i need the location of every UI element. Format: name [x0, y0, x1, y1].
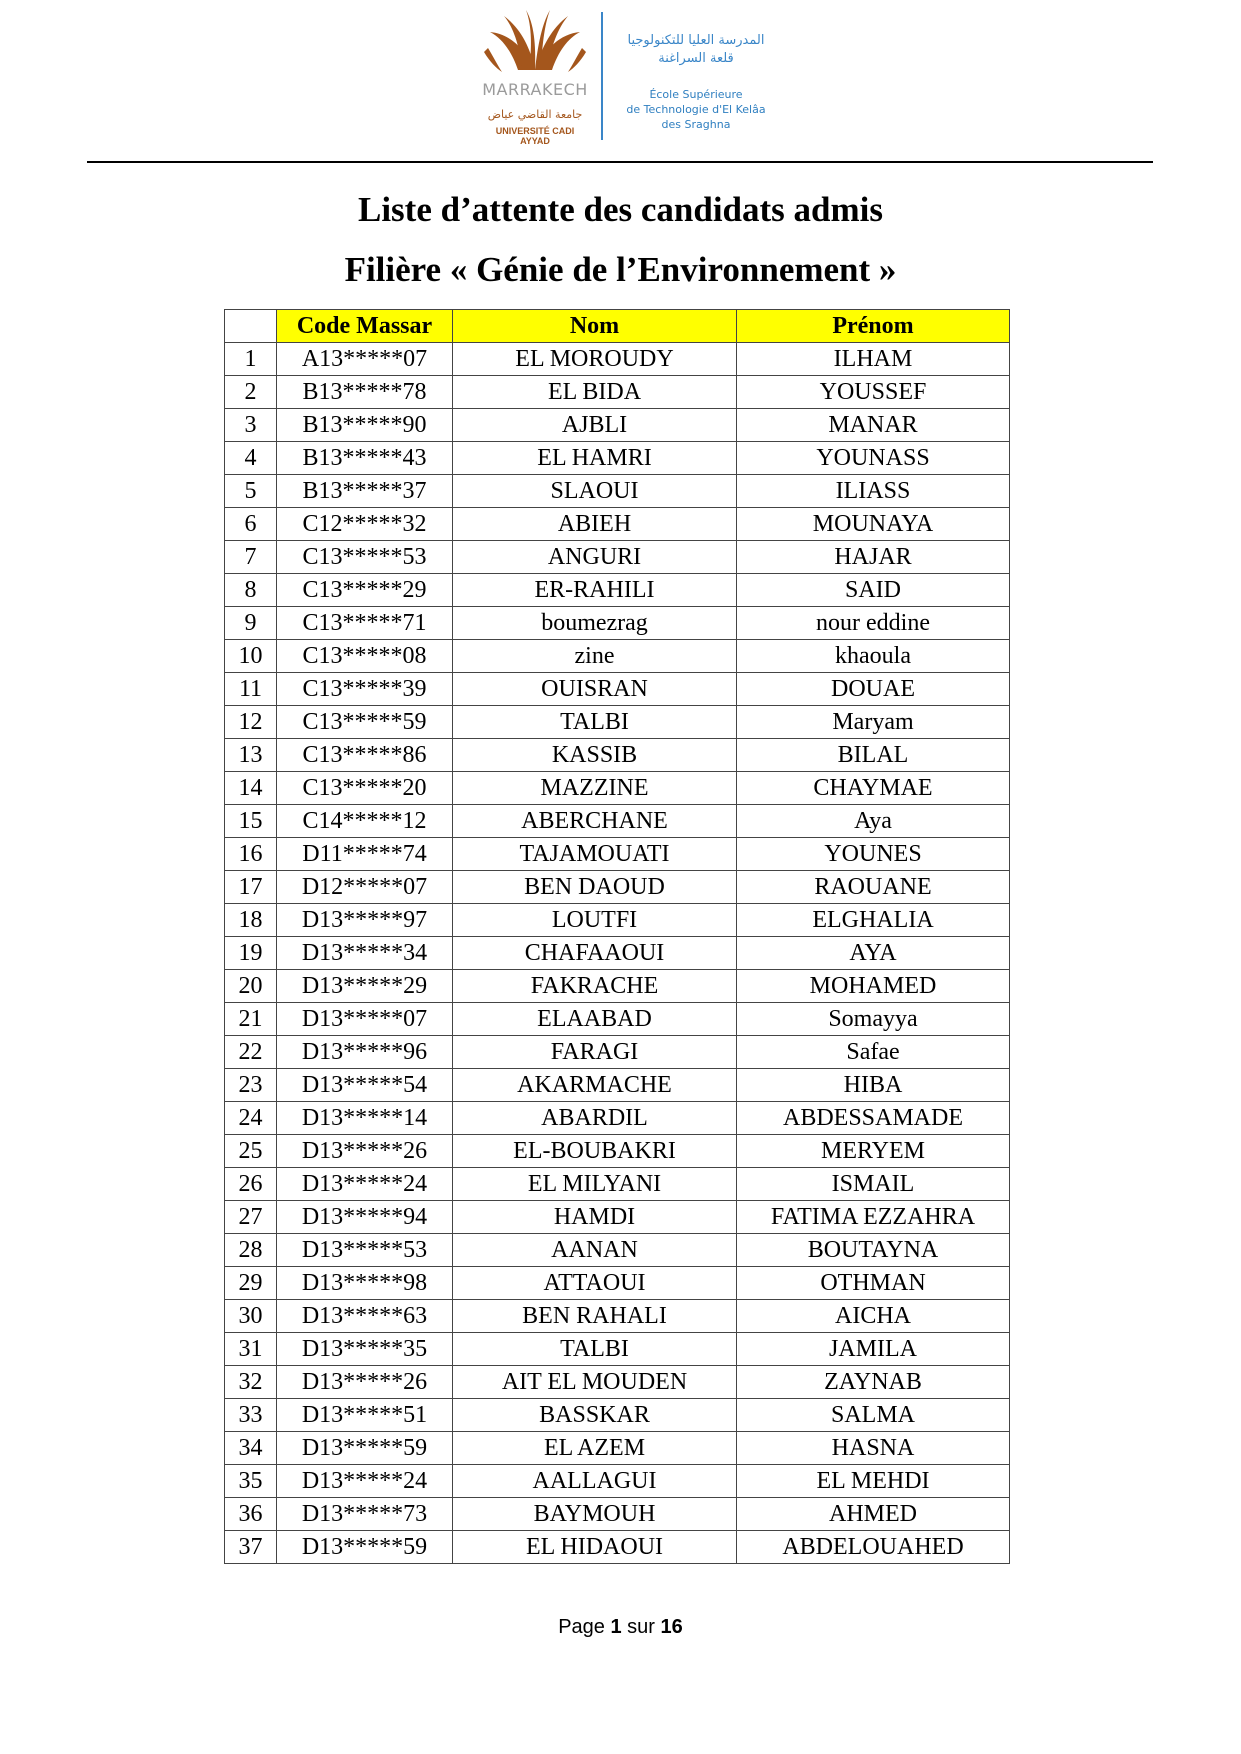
school-name-fr-line1: École Supérieure — [649, 88, 743, 101]
table-row — [225, 541, 1010, 574]
table-row — [225, 1366, 1010, 1399]
cell-index: 3 — [225, 409, 277, 442]
cell-prenom: ZAYNAB — [737, 1366, 1010, 1399]
cell-index: 14 — [225, 772, 277, 805]
cell-index: 22 — [225, 1036, 277, 1069]
cell-code-massar: D13*****73 — [277, 1498, 453, 1531]
cell-nom: EL HIDAOUI — [453, 1531, 737, 1564]
cell-prenom: DOUAE — [737, 673, 1010, 706]
cell-index: 6 — [225, 508, 277, 541]
table-row — [225, 772, 1010, 805]
cell-code-massar: D13*****29 — [277, 970, 453, 1003]
cell-nom: EL MILYANI — [453, 1168, 737, 1201]
school-name-ar-line1: المدرسة العليا للتكنولوجيا — [627, 33, 765, 48]
cell-nom: EL-BOUBAKRI — [453, 1135, 737, 1168]
cell-prenom: Aya — [737, 805, 1010, 838]
document-title: Liste d’attente des candidats admis — [357, 190, 884, 229]
table-row — [225, 508, 1010, 541]
cell-prenom: HAJAR — [737, 541, 1010, 574]
cell-index: 15 — [225, 805, 277, 838]
table-row — [225, 1432, 1010, 1465]
cell-index: 13 — [225, 739, 277, 772]
cell-index: 23 — [225, 1069, 277, 1102]
table-row — [225, 475, 1010, 508]
cell-prenom: HASNA — [737, 1432, 1010, 1465]
cell-prenom: MANAR — [737, 409, 1010, 442]
cell-index: 10 — [225, 640, 277, 673]
table-row — [225, 1234, 1010, 1267]
cell-code-massar: D13*****24 — [277, 1465, 453, 1498]
cell-index: 29 — [225, 1267, 277, 1300]
table-row — [225, 1069, 1010, 1102]
cell-code-massar: D13*****54 — [277, 1069, 453, 1102]
cell-prenom: EL MEHDI — [737, 1465, 1010, 1498]
table-row — [225, 409, 1010, 442]
cell-index: 33 — [225, 1399, 277, 1432]
cell-nom: SLAOUI — [453, 475, 737, 508]
cell-prenom: ABDESSAMADE — [737, 1102, 1010, 1135]
cell-prenom: AYA — [737, 937, 1010, 970]
table-row — [225, 1399, 1010, 1432]
table-row — [225, 1036, 1010, 1069]
cell-nom: TAJAMOUATI — [453, 838, 737, 871]
footer-current-page: 1 — [610, 1616, 622, 1638]
table-row — [225, 1102, 1010, 1135]
institution-logo-header — [480, 8, 780, 146]
cell-prenom: ILHAM — [737, 343, 1010, 376]
cell-code-massar: D13*****26 — [277, 1135, 453, 1168]
cell-nom: boumezrag — [453, 607, 737, 640]
cell-nom: TALBI — [453, 706, 737, 739]
cell-nom: BAYMOUH — [453, 1498, 737, 1531]
table-row — [225, 1168, 1010, 1201]
cell-index: 27 — [225, 1201, 277, 1234]
logo-university-fr: UNIVERSITÉ CADI AYYAD — [495, 126, 575, 146]
cell-nom: AANAN — [453, 1234, 737, 1267]
cell-prenom: Safae — [737, 1036, 1010, 1069]
cell-index: 35 — [225, 1465, 277, 1498]
table-row — [225, 1267, 1010, 1300]
cell-nom: EL AZEM — [453, 1432, 737, 1465]
cell-nom: FAKRACHE — [453, 970, 737, 1003]
cell-nom: zine — [453, 640, 737, 673]
cell-code-massar: C13*****08 — [277, 640, 453, 673]
cell-nom: BEN DAOUD — [453, 871, 737, 904]
cell-nom: OUISRAN — [453, 673, 737, 706]
cell-prenom: YOUSSEF — [737, 376, 1010, 409]
cell-nom: EL BIDA — [453, 376, 737, 409]
cell-code-massar: D11*****74 — [277, 838, 453, 871]
cell-nom: ATTAOUI — [453, 1267, 737, 1300]
column-header-code-massar: Code Massar — [277, 310, 453, 343]
cell-nom: AALLAGUI — [453, 1465, 737, 1498]
cell-code-massar: D13*****35 — [277, 1333, 453, 1366]
cell-code-massar: C12*****32 — [277, 508, 453, 541]
cell-nom: ABERCHANE — [453, 805, 737, 838]
footer-prefix: Page — [558, 1616, 605, 1638]
table-row — [225, 937, 1010, 970]
cell-index: 11 — [225, 673, 277, 706]
table-row — [225, 805, 1010, 838]
cell-nom: FARAGI — [453, 1036, 737, 1069]
cell-index: 16 — [225, 838, 277, 871]
table-row — [225, 1498, 1010, 1531]
cell-prenom: MERYEM — [737, 1135, 1010, 1168]
cell-code-massar: C13*****39 — [277, 673, 453, 706]
cell-nom: EL MOROUDY — [453, 343, 737, 376]
school-name-fr-line2: de Technologie d'El Kelâa — [626, 103, 766, 116]
footer-total-pages: 16 — [660, 1616, 683, 1638]
cell-nom: ABIEH — [453, 508, 737, 541]
cell-code-massar: D13*****59 — [277, 1531, 453, 1564]
cell-code-massar: D13*****94 — [277, 1201, 453, 1234]
cell-code-massar: D13*****26 — [277, 1366, 453, 1399]
cell-prenom: YOUNES — [737, 838, 1010, 871]
cell-code-massar: D13*****51 — [277, 1399, 453, 1432]
cell-code-massar: D13*****24 — [277, 1168, 453, 1201]
cell-nom: HAMDI — [453, 1201, 737, 1234]
school-name-fr — [606, 87, 786, 132]
table-row — [225, 838, 1010, 871]
cell-prenom: FATIMA EZZAHRA — [737, 1201, 1010, 1234]
table-row — [225, 574, 1010, 607]
table-row — [225, 1003, 1010, 1036]
cell-nom: AJBLI — [453, 409, 737, 442]
cell-nom: ER-RAHILI — [453, 574, 737, 607]
cell-nom: AIT EL MOUDEN — [453, 1366, 737, 1399]
cell-code-massar: D13*****63 — [277, 1300, 453, 1333]
cell-code-massar: D13*****96 — [277, 1036, 453, 1069]
cell-prenom: Maryam — [737, 706, 1010, 739]
cell-code-massar: D13*****98 — [277, 1267, 453, 1300]
cell-prenom: RAOUANE — [737, 871, 1010, 904]
cell-nom: MAZZINE — [453, 772, 737, 805]
document-subtitle: Filière « Génie de l’Environnement » — [344, 250, 897, 289]
cell-prenom: SAID — [737, 574, 1010, 607]
cell-index: 1 — [225, 343, 277, 376]
cell-code-massar: C13*****71 — [277, 607, 453, 640]
table-row — [225, 970, 1010, 1003]
cell-code-massar: C13*****86 — [277, 739, 453, 772]
cell-prenom: SALMA — [737, 1399, 1010, 1432]
cell-nom: ANGURI — [453, 541, 737, 574]
cell-index: 32 — [225, 1366, 277, 1399]
cell-prenom: ABDELOUAHED — [737, 1531, 1010, 1564]
cell-index: 4 — [225, 442, 277, 475]
cell-index: 8 — [225, 574, 277, 607]
cell-code-massar: D13*****59 — [277, 1432, 453, 1465]
cell-index: 19 — [225, 937, 277, 970]
cell-code-massar: D13*****97 — [277, 904, 453, 937]
cell-nom: ELAABAD — [453, 1003, 737, 1036]
cell-code-massar: C13*****59 — [277, 706, 453, 739]
table-row — [225, 1135, 1010, 1168]
cell-prenom: JAMILA — [737, 1333, 1010, 1366]
cell-code-massar: C13*****29 — [277, 574, 453, 607]
table-row — [225, 1465, 1010, 1498]
cell-index: 26 — [225, 1168, 277, 1201]
cell-nom: BASSKAR — [453, 1399, 737, 1432]
cell-prenom: ISMAIL — [737, 1168, 1010, 1201]
cell-code-massar: D13*****14 — [277, 1102, 453, 1135]
table-row — [225, 343, 1010, 376]
school-name-ar-line2: قلعة السراغنة — [658, 51, 734, 66]
cell-prenom: Somayya — [737, 1003, 1010, 1036]
cell-index: 9 — [225, 607, 277, 640]
cell-index: 12 — [225, 706, 277, 739]
cell-prenom: OTHMAN — [737, 1267, 1010, 1300]
cell-index: 7 — [225, 541, 277, 574]
cell-prenom: ILIASS — [737, 475, 1010, 508]
cell-code-massar: D12*****07 — [277, 871, 453, 904]
table-row — [225, 376, 1010, 409]
cell-index: 34 — [225, 1432, 277, 1465]
cell-index: 36 — [225, 1498, 277, 1531]
cell-index: 37 — [225, 1531, 277, 1564]
cell-index: 30 — [225, 1300, 277, 1333]
school-name-ar — [606, 32, 786, 68]
cell-prenom: BOUTAYNA — [737, 1234, 1010, 1267]
table-row — [225, 739, 1010, 772]
footer-separator: sur — [627, 1616, 655, 1638]
cell-nom: CHAFAAOUI — [453, 937, 737, 970]
cell-code-massar: B13*****43 — [277, 442, 453, 475]
cell-prenom: HIBA — [737, 1069, 1010, 1102]
table-row — [225, 1333, 1010, 1366]
cell-code-massar: C13*****20 — [277, 772, 453, 805]
column-header-index — [225, 310, 277, 343]
cell-prenom: AICHA — [737, 1300, 1010, 1333]
table-header-row — [225, 310, 1010, 343]
cell-index: 18 — [225, 904, 277, 937]
cell-code-massar: C13*****53 — [277, 541, 453, 574]
table-row — [225, 871, 1010, 904]
logo-university-ar: جامعة القاضي عياض — [487, 108, 583, 121]
cell-code-massar: B13*****90 — [277, 409, 453, 442]
table-row — [225, 640, 1010, 673]
cell-index: 17 — [225, 871, 277, 904]
cell-index: 31 — [225, 1333, 277, 1366]
header-rule — [87, 161, 1153, 163]
cell-prenom: YOUNASS — [737, 442, 1010, 475]
cell-prenom: ELGHALIA — [737, 904, 1010, 937]
cell-prenom: MOUNAYA — [737, 508, 1010, 541]
table-row — [225, 706, 1010, 739]
cell-prenom: nour eddine — [737, 607, 1010, 640]
cell-code-massar: B13*****37 — [277, 475, 453, 508]
table-row — [225, 1531, 1010, 1564]
table-body — [225, 343, 1010, 1564]
cell-nom: LOUTFI — [453, 904, 737, 937]
table-row — [225, 1201, 1010, 1234]
table-row — [225, 607, 1010, 640]
logo-divider — [601, 12, 603, 140]
cell-index: 21 — [225, 1003, 277, 1036]
table-row — [225, 442, 1010, 475]
cell-index: 20 — [225, 970, 277, 1003]
table-row — [225, 1300, 1010, 1333]
cell-index: 2 — [225, 376, 277, 409]
cell-nom: ABARDIL — [453, 1102, 737, 1135]
cell-nom: AKARMACHE — [453, 1069, 737, 1102]
cell-nom: KASSIB — [453, 739, 737, 772]
cell-prenom: MOHAMED — [737, 970, 1010, 1003]
cell-prenom: CHAYMAE — [737, 772, 1010, 805]
school-name-fr-line3: des Sraghna — [661, 118, 731, 131]
cell-index: 5 — [225, 475, 277, 508]
cell-prenom: BILAL — [737, 739, 1010, 772]
cell-index: 25 — [225, 1135, 277, 1168]
cell-nom: BEN RAHALI — [453, 1300, 737, 1333]
table-row — [225, 904, 1010, 937]
cell-code-massar: A13*****07 — [277, 343, 453, 376]
table-row — [225, 673, 1010, 706]
cell-prenom: khaoula — [737, 640, 1010, 673]
cell-code-massar: B13*****78 — [277, 376, 453, 409]
waiting-list-table — [224, 309, 1010, 1564]
cell-code-massar: D13*****34 — [277, 937, 453, 970]
cell-prenom: AHMED — [737, 1498, 1010, 1531]
cell-code-massar: D13*****53 — [277, 1234, 453, 1267]
page-footer — [0, 1616, 1241, 1639]
cell-code-massar: D13*****07 — [277, 1003, 453, 1036]
cell-index: 24 — [225, 1102, 277, 1135]
column-header-prenom: Prénom — [737, 310, 1010, 343]
cell-code-massar: C14*****12 — [277, 805, 453, 838]
column-header-nom: Nom — [453, 310, 737, 343]
logo-city-text: MARRAKECH — [482, 80, 588, 99]
cell-nom: EL HAMRI — [453, 442, 737, 475]
cell-nom: TALBI — [453, 1333, 737, 1366]
cell-index: 28 — [225, 1234, 277, 1267]
